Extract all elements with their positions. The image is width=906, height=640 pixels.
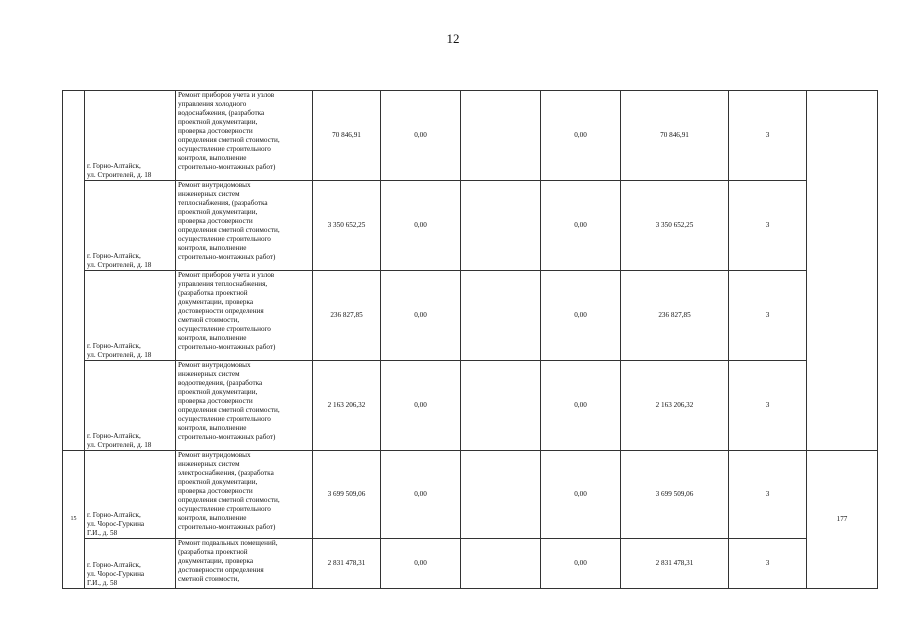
period-cell: 3 <box>729 361 807 451</box>
address-text: г. Горно-Алтайск, ул. Строителей, д. 18 <box>87 432 152 449</box>
total-cost-cell: 3 350 652,25 <box>313 181 381 271</box>
description-cell <box>176 451 313 539</box>
budget-cell: 0,00 <box>541 271 621 361</box>
description-cell <box>176 361 313 451</box>
address-cell <box>85 181 176 271</box>
fund-cell: 0,00 <box>381 539 461 589</box>
table-row <box>63 181 878 271</box>
address-cell <box>85 451 176 539</box>
empty-cell <box>461 539 541 589</box>
total-cost-cell: 2 163 206,32 <box>313 361 381 451</box>
description-cell <box>176 91 313 181</box>
description-text: Ремонт подвальных помещений, (разработка проектной документации, проверка достоверности определения сметной стоимости, <box>178 539 278 583</box>
address-cell <box>85 361 176 451</box>
empty-cell <box>461 181 541 271</box>
budget-cell: 0,00 <box>541 91 621 181</box>
description-cell <box>176 539 313 589</box>
empty-cell <box>461 451 541 539</box>
budget-cell: 0,00 <box>541 181 621 271</box>
page-number: 12 <box>446 31 460 46</box>
period-cell: 3 <box>729 181 807 271</box>
group-number-cell: 15 <box>63 451 85 589</box>
table-row <box>63 91 878 181</box>
budget-cell: 0,00 <box>541 361 621 451</box>
description-cell <box>176 271 313 361</box>
empty-cell <box>461 361 541 451</box>
empty-cell <box>461 271 541 361</box>
total-cost-cell: 3 699 509,06 <box>313 451 381 539</box>
fund-cell: 0,00 <box>381 271 461 361</box>
total-cost-cell: 70 846,91 <box>313 91 381 181</box>
group-total-cell: 177 <box>807 451 878 589</box>
period-cell: 3 <box>729 91 807 181</box>
group-total-cell-blank <box>807 91 878 451</box>
table-row <box>63 451 878 539</box>
owners-funds-cell: 3 350 652,25 <box>621 181 729 271</box>
budget-cell: 0,00 <box>541 451 621 539</box>
owners-funds-cell: 236 827,85 <box>621 271 729 361</box>
description-text: Ремонт внутридомовых инженерных систем электроснабжения, (разработка проектной документации, проверка достоверности определения сметной стоимости, осуществление строительного контроля, выполнение строительно-монтажных работ) <box>178 451 280 531</box>
owners-funds-cell: 3 699 509,06 <box>621 451 729 539</box>
total-cost-cell: 2 831 478,31 <box>313 539 381 589</box>
owners-funds-cell: 2 831 478,31 <box>621 539 729 589</box>
fund-cell: 0,00 <box>381 91 461 181</box>
address-cell <box>85 91 176 181</box>
group-number-cell-blank <box>63 91 85 451</box>
description-text: Ремонт приборов учета и узлов управления холодного водоснабжения, (разработка проектной документации, проверка достоверности определения сметной стоимости, осуществление строительного контроля, выполнение строительно-монтажных работ) <box>178 91 280 171</box>
description-text: Ремонт внутридомовых инженерных систем водоотведения, (разработка проектной документации, проверка достоверности определения сметной стоимости, осуществление строительного контроля, выполнение строительно-монтажных работ) <box>178 361 280 441</box>
address-cell <box>85 539 176 589</box>
fund-cell: 0,00 <box>381 451 461 539</box>
address-text: г. Горно-Алтайск, ул. Чорос-Гуркина Г.И., д. 58 <box>87 561 145 587</box>
table-row <box>63 271 878 361</box>
address-text: г. Горно-Алтайск, ул. Строителей, д. 18 <box>87 342 152 359</box>
description-text: Ремонт внутридомовых инженерных систем теплоснабжения, (разработка проектной документации, проверка достоверности определения сметной стоимости, осуществление строительного контроля, выполнение строительно-монтажных работ) <box>178 181 280 261</box>
owners-funds-cell: 70 846,91 <box>621 91 729 181</box>
budget-cell: 0,00 <box>541 539 621 589</box>
period-cell: 3 <box>729 271 807 361</box>
total-cost-cell: 236 827,85 <box>313 271 381 361</box>
address-cell <box>85 271 176 361</box>
repair-works-table <box>62 90 878 589</box>
empty-cell <box>461 91 541 181</box>
table-row <box>63 539 878 589</box>
fund-cell: 0,00 <box>381 361 461 451</box>
address-text: г. Горно-Алтайск, ул. Чорос-Гуркина Г.И., д. 58 <box>87 511 145 537</box>
description-text: Ремонт приборов учета и узлов управления теплоснабжения, (разработка проектной документации, проверка достоверности определения сметной стоимости, осуществление строительного контроля, выполнение строительно-монтажных работ) <box>178 271 276 351</box>
description-cell <box>176 181 313 271</box>
period-cell: 3 <box>729 539 807 589</box>
fund-cell: 0,00 <box>381 181 461 271</box>
period-cell: 3 <box>729 451 807 539</box>
address-text: г. Горно-Алтайск, ул. Строителей, д. 18 <box>87 252 152 269</box>
table-row <box>63 361 878 451</box>
owners-funds-cell: 2 163 206,32 <box>621 361 729 451</box>
address-text: г. Горно-Алтайск, ул. Строителей, д. 18 <box>87 162 152 179</box>
